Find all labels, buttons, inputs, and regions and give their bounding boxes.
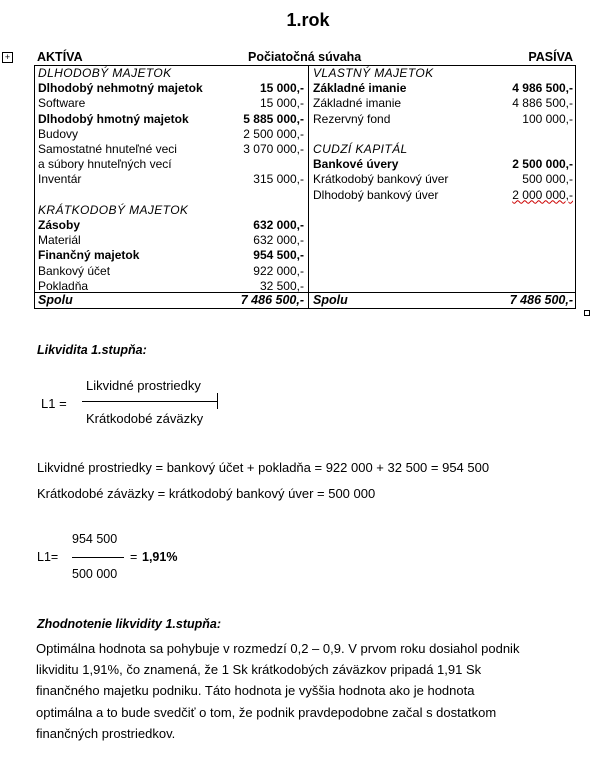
row-label: Krátkodobý bankový úver <box>313 172 449 187</box>
row-label: Základné imanie <box>313 96 402 111</box>
section-heading <box>38 203 304 218</box>
total-row-liabilities <box>313 293 573 308</box>
row-label: Software <box>38 96 86 111</box>
row-value: 2 500 000,- <box>243 126 304 141</box>
formula2-fraction-line <box>72 557 124 558</box>
row-value: 315 000,- <box>253 172 304 187</box>
row-label: Zásoby <box>38 218 81 232</box>
row-label: Bankové úvery <box>313 157 399 172</box>
row-label: Budovy <box>38 126 79 141</box>
balance-sheet-table <box>34 49 576 309</box>
row-value: 2 500 000,- <box>512 157 573 172</box>
section-heading <box>313 142 573 157</box>
row-label: Základné imanie <box>313 81 407 96</box>
row-label: Dlhodobý hmotný majetok <box>38 111 189 126</box>
evaluation-paragraph <box>36 638 584 744</box>
total-label: Spolu <box>38 293 73 307</box>
paragraph-line: Optimálna hodnota sa pohybuje v rozmedzí 0,2 – 0,9. V prvom roku dosiahol podnik <box>36 641 520 656</box>
table-row <box>38 142 304 157</box>
table-row <box>38 279 304 294</box>
table-row <box>38 81 304 96</box>
table-row <box>38 248 304 263</box>
paragraph-line: optimálna a to bude svedčiť o tom, že podnik pravdepodobne začal s dostatkom <box>36 704 497 720</box>
section-heading <box>313 66 573 81</box>
paragraph-line: likviditu 1,91%, čo znamená, že 1 Sk krátkodobých záväzkov pripadá 1,91 Sk <box>36 662 482 678</box>
liabilities-header: PASÍVA <box>528 50 573 64</box>
move-handle-icon[interactable]: + <box>2 52 13 63</box>
row-value: 4 886 500,- <box>512 96 573 111</box>
paragraph-line: finančného majetku podniku. Táto hodnota je vyššia hodnota ako je hodnota <box>36 683 475 699</box>
formula2-equals: = <box>130 550 138 564</box>
row-value: 922 000,- <box>253 263 304 278</box>
row-label: CUDZÍ KAPITÁL <box>313 142 408 156</box>
calc-line-2: Krátkodobé záväzky = krátkodobý bankový úver = 500 000 <box>37 486 376 501</box>
table-row <box>38 157 304 172</box>
row-label: VLASTNÝ MAJETOK <box>313 66 434 80</box>
table-row <box>38 112 304 127</box>
total-label: Spolu <box>313 293 348 307</box>
row-label: Rezervný fond <box>313 111 391 126</box>
table-row <box>38 96 304 111</box>
row-value: 4 986 500,- <box>512 81 573 96</box>
table-row <box>38 218 304 233</box>
row-value: 32 500,- <box>259 278 304 293</box>
table-row <box>313 81 573 96</box>
row-label: Samostatné hnuteľné veci <box>38 142 177 156</box>
formula2-lhs: L1= <box>37 550 59 564</box>
total-value: 7 486 500,- <box>509 293 573 307</box>
table-row <box>313 96 573 111</box>
table-row <box>313 112 573 127</box>
section-title-evaluation: Zhodnotenie likvidity 1.stupňa: <box>37 617 222 631</box>
section-heading <box>38 66 304 81</box>
total-row-assets <box>38 293 304 308</box>
page-title: 1.rok <box>286 10 330 30</box>
row-label: Materiál <box>38 233 81 248</box>
row-label: Finančný majetok <box>38 248 140 263</box>
formula1-fraction-line <box>82 401 218 402</box>
formula1-lhs: L1 = <box>41 396 67 411</box>
table-row <box>313 172 573 187</box>
row-value: 500 000,- <box>522 172 573 187</box>
row-value: 100 000,- <box>522 111 573 126</box>
formula1-denominator: Krátkodobé záväzky <box>86 411 204 426</box>
table-row <box>38 264 304 279</box>
row-label: Pokladňa <box>38 278 89 293</box>
table-row <box>313 157 573 172</box>
row-label: KRÁTKODOBÝ MAJETOK <box>38 202 189 217</box>
table-header <box>34 49 576 65</box>
row-value: 15 000,- <box>259 81 304 96</box>
table-row <box>38 172 304 187</box>
column-divider <box>308 65 309 309</box>
row-value: 632 000,- <box>253 218 304 232</box>
formula2-denominator: 500 000 <box>72 567 118 581</box>
total-value: 7 486 500,- <box>240 293 304 307</box>
table-row <box>38 127 304 142</box>
row-value: 632 000,- <box>253 233 304 248</box>
row-label: Bankový účet <box>38 263 111 278</box>
section-title-liquidity: Likvidita 1.stupňa: <box>37 343 147 357</box>
assets-header: AKTÍVA <box>37 50 83 64</box>
row-label: a súbory hnuteľných vecí <box>38 157 172 172</box>
formula1-numerator: Likvidné prostriedky <box>86 378 201 393</box>
row-label: Dlhodobý bankový úver <box>313 187 439 202</box>
formula2-result: 1,91% <box>142 550 178 564</box>
table-row <box>38 188 304 203</box>
formula2-numerator: 954 500 <box>72 532 118 546</box>
row-value: 5 885 000,- <box>243 111 304 126</box>
row-value: 3 070 000,- <box>243 142 304 156</box>
row-value: 2 000 000,- <box>512 187 573 202</box>
balance-header: Počiatočná súvaha <box>248 50 362 64</box>
row-label: Inventár <box>38 172 82 187</box>
row-value: 15 000,- <box>259 96 304 111</box>
resize-handle-icon[interactable] <box>584 310 590 316</box>
table-row <box>313 188 573 203</box>
row-label: Dlhodobý nehmotný majetok <box>38 81 203 96</box>
text-cursor <box>217 393 218 409</box>
row-label: DLHODOBÝ MAJETOK <box>38 66 172 80</box>
table-row <box>38 233 304 248</box>
paragraph-line: finančných prostriedkov. <box>36 725 176 741</box>
table-row <box>313 127 573 142</box>
row-value: 954 500,- <box>253 248 304 263</box>
calc-line-1: Likvidné prostriedky = bankový účet + pokladňa = 922 000 + 32 500 = 954 500 <box>37 460 490 475</box>
